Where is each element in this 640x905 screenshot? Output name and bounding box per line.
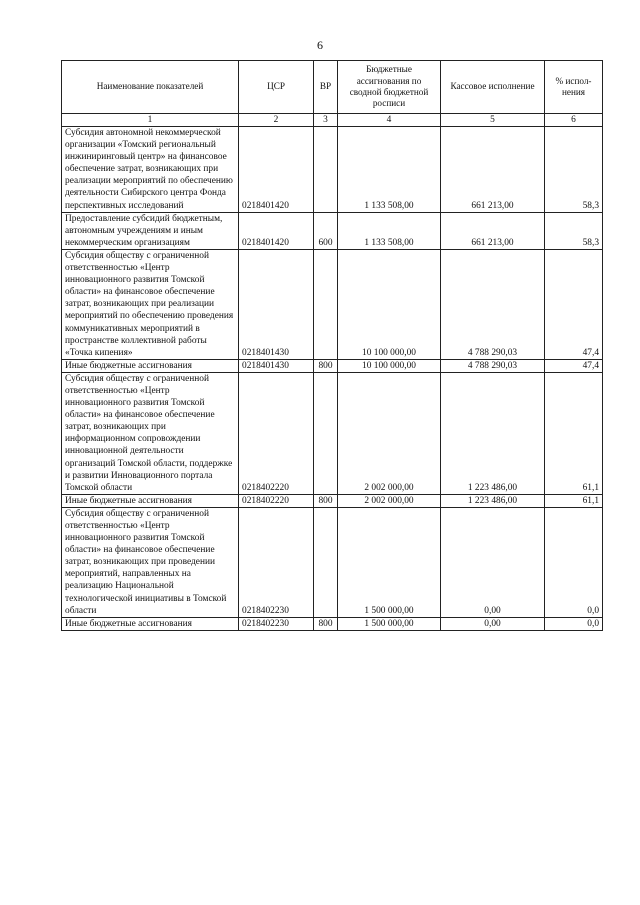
row-name: Иные бюджетные ассигнования xyxy=(62,617,239,630)
table-row xyxy=(62,359,603,372)
row-percent: 58,3 xyxy=(545,127,603,213)
column-number: 6 xyxy=(545,114,603,127)
row-vr xyxy=(314,507,338,617)
page-number: 6 xyxy=(317,38,323,52)
row-budget: 2 002 000,00 xyxy=(338,494,441,507)
row-budget: 2 002 000,00 xyxy=(338,372,441,494)
column-number: 1 xyxy=(62,114,239,127)
row-percent: 0,0 xyxy=(545,617,603,630)
table-row xyxy=(62,372,603,494)
row-name: Субсидия автономной некоммерческой организации «Томский региональный инжиниринговый центр» на финансовое обеспечение затрат, возникающих при реализации мероприятий по обеспечению деятельности Сибирского центра Фонда перспективных исследований xyxy=(62,127,239,213)
row-budget: 10 100 000,00 xyxy=(338,249,441,359)
header-percent: % испол-нения xyxy=(545,61,603,114)
table-row xyxy=(62,212,603,249)
column-number-row xyxy=(62,114,603,127)
row-vr: 600 xyxy=(314,212,338,249)
row-budget: 1 133 508,00 xyxy=(338,212,441,249)
row-vr: 800 xyxy=(314,494,338,507)
row-csr: 0218402230 xyxy=(239,617,314,630)
row-csr: 0218401420 xyxy=(239,127,314,213)
row-name: Субсидия обществу с ограниченной ответственностью «Центр инновационного развития Томской области» на финансовое обеспечение затрат, возникающих при информационном сопровождении инновационной деятельности организаций Томской области, поддержке и развитии Инновационного портала Томской области xyxy=(62,372,239,494)
column-number: 5 xyxy=(441,114,545,127)
header-name: Наименование показателей xyxy=(62,61,239,114)
row-cash: 1 223 486,00 xyxy=(441,494,545,507)
row-cash: 0,00 xyxy=(441,507,545,617)
header-vr: ВР xyxy=(314,61,338,114)
table-row xyxy=(62,127,603,213)
table-row xyxy=(62,507,603,617)
header-row xyxy=(62,61,603,114)
row-budget: 1 133 508,00 xyxy=(338,127,441,213)
row-name: Иные бюджетные ассигнования xyxy=(62,494,239,507)
row-budget: 1 500 000,00 xyxy=(338,617,441,630)
budget-execution-table xyxy=(61,60,603,631)
row-csr: 0218401430 xyxy=(239,359,314,372)
row-name: Субсидия обществу с ограниченной ответственностью «Центр инновационного развития Томской области» на финансовое обеспечение затрат, возникающих при проведении мероприятий, направленных на реализацию Национальной технологической инициативы в Томской области xyxy=(62,507,239,617)
row-percent: 0,0 xyxy=(545,507,603,617)
row-vr: 800 xyxy=(314,617,338,630)
row-percent: 47,4 xyxy=(545,249,603,359)
row-percent: 61,1 xyxy=(545,494,603,507)
header-csr: ЦСР xyxy=(239,61,314,114)
column-number: 4 xyxy=(338,114,441,127)
row-percent: 47,4 xyxy=(545,359,603,372)
table-row xyxy=(62,494,603,507)
row-vr xyxy=(314,372,338,494)
row-cash: 661 213,00 xyxy=(441,127,545,213)
header-cash: Кассовое исполнение xyxy=(441,61,545,114)
row-csr: 0218401420 xyxy=(239,212,314,249)
row-cash: 0,00 xyxy=(441,617,545,630)
row-cash: 661 213,00 xyxy=(441,212,545,249)
row-csr: 0218402230 xyxy=(239,507,314,617)
row-cash: 4 788 290,03 xyxy=(441,249,545,359)
column-number: 3 xyxy=(314,114,338,127)
row-vr xyxy=(314,127,338,213)
table-row xyxy=(62,617,603,630)
row-cash: 4 788 290,03 xyxy=(441,359,545,372)
column-number: 2 xyxy=(239,114,314,127)
header-budget: Бюджетные ассигнования по сводной бюджетной росписи xyxy=(338,61,441,114)
row-csr: 0218401430 xyxy=(239,249,314,359)
table-row xyxy=(62,249,603,359)
row-budget: 1 500 000,00 xyxy=(338,507,441,617)
row-name: Предоставление субсидий бюджетным, автономным учреждениям и иным некоммерческим организациям xyxy=(62,212,239,249)
row-budget: 10 100 000,00 xyxy=(338,359,441,372)
row-csr: 0218402220 xyxy=(239,494,314,507)
row-name: Субсидия обществу с ограниченной ответственностью «Центр инновационного развития Томской области» на финансовое обеспечение затрат, возникающих при реализации мероприятий по обеспечению проведения коммуникативных мероприятий в пространстве коллективной работы «Точка кипения» xyxy=(62,249,239,359)
row-csr: 0218402220 xyxy=(239,372,314,494)
row-vr: 800 xyxy=(314,359,338,372)
row-name: Иные бюджетные ассигнования xyxy=(62,359,239,372)
row-percent: 61,1 xyxy=(545,372,603,494)
row-cash: 1 223 486,00 xyxy=(441,372,545,494)
row-vr xyxy=(314,249,338,359)
row-percent: 58,3 xyxy=(545,212,603,249)
